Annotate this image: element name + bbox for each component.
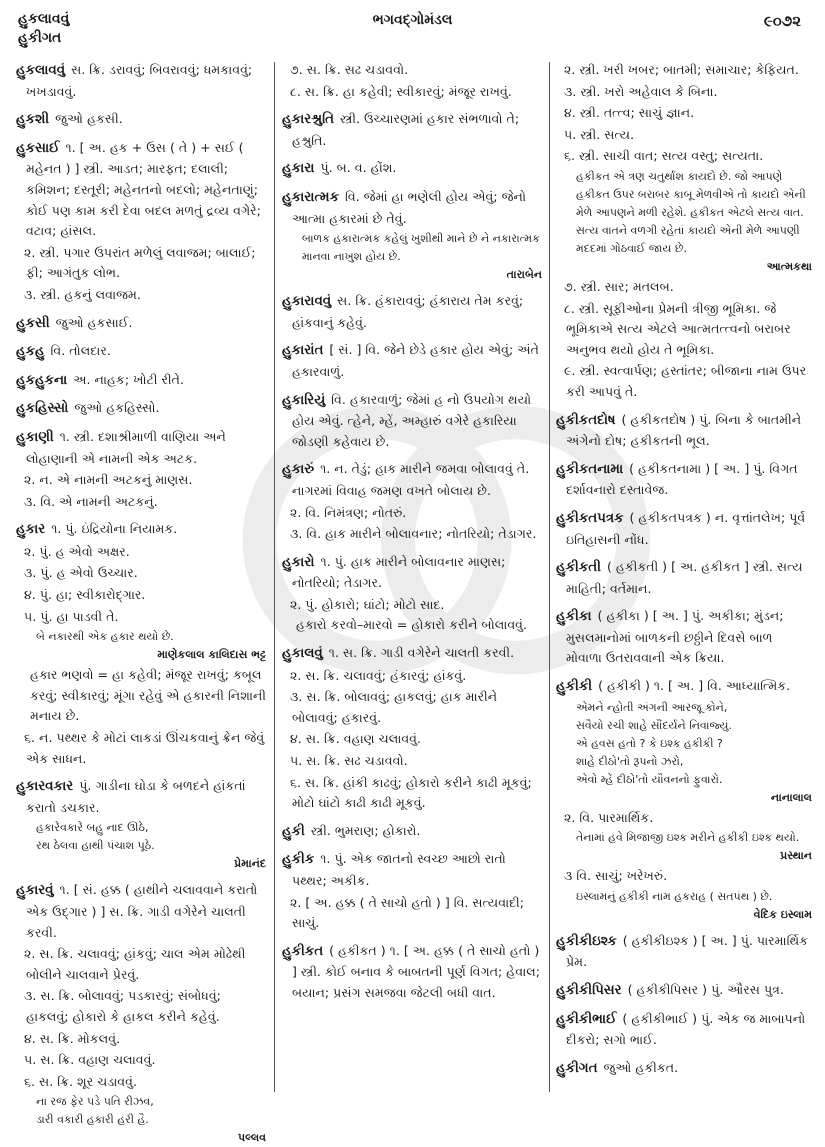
quote-line: ના રજ ફેર પડે પતિ રીઝવ, [36,1095,154,1109]
guide-word-last: હુકીગત [18,30,62,46]
entry-headword: હુકલાવવું [16,63,66,78]
entry-headword: હુકાર [16,522,46,538]
entry-sense: ૨. પું. હોકારો; ઘાંટો; મોટો સાદ. [290,596,445,612]
entry-idiom: હકારો કરવો–મારવો = હોકારો કરીને બોલાવવું. [296,617,528,633]
entry-headword: હુકીગત [556,1060,598,1076]
entry-definition: ૧. પું. એક જાતનો સ્વચ્છ આછો રાતો પથ્થર; અકીક. [292,851,506,888]
citation-quote [282,230,542,284]
entry-sense: ૪. સ. ક્રિ. મોકલવું. [24,1030,121,1046]
dictionary-entry [16,60,266,102]
entry-headword: હુકીકી [556,679,593,695]
dictionary-entry [556,1009,812,1051]
entry-definition: જુઓ હકહિસ્સો. [74,400,160,416]
entry-definition: પું. ગાડીના ઘોડા કે બળદને હાંકતાં કરાતો ડચકાર. [26,778,246,815]
quote-attribution: આત્મકથા [766,259,812,273]
dictionary-entry [556,606,812,669]
entry-headword: હુકાલવું [282,646,323,662]
quote-line: સવૈયો રચી શાહે સૌંદર્યને નિવાજ્યું. [576,718,732,732]
dictionary-entry [16,313,266,335]
column-right [556,60,812,1090]
dictionary-entry [556,508,812,550]
entry-headword: હુકારિયું [282,392,326,408]
entry-headword: હુકીકતનામા [556,461,624,477]
dictionary-entry [556,459,812,501]
entry-definition: સ્ત્રી. ભુમરાણ; હોકારો. [310,822,421,838]
dictionary-entry [556,931,812,973]
entry-definition: પું. બ. વ. હોંશ. [320,160,397,176]
entry-sense: ૬. સ. ક્રિ. શૂર ચડાવવું. [24,1073,138,1089]
dictionary-entry [16,138,266,242]
entry-sense: ૫. પું. હા પાડવી તે. [24,608,119,624]
entry-headword: હુકહિસ્સો [16,401,69,417]
entry-idiom: હકાર ભણવો = હા કહેવી; મંજૂર રાખવું; કબૂલ કરવું; સ્વીકારવું; મૂંગા રહેવું એ હકારની નિશાની મનાય છે. [30,667,266,724]
entry-sense: ૫. સ. ક્રિ. સઢ ચડાવવો. [290,753,408,769]
entry-definition: ( હકીકતદોષ ) પું. બિના કે બાતમીને અંગેનો દોષ; હકીકતની ભૂલ. [566,411,802,449]
quote-attribution: તારાબેન [506,268,542,282]
entry-definition: સ. ક્રિ. હંકારાવવું; હંકારાય તેમ કરવું; હાંકવાનું કહેવું. [292,293,524,330]
quote-attribution: વેદિક ઇસ્લામ [753,907,812,921]
entry-headword: હુકારવું [16,883,54,899]
entry-definition: જુઓ હકસાઈ. [55,314,133,330]
dictionary-entry [16,427,266,469]
entry-headword: હુકહુ [16,344,45,360]
quote-line: શાહે દીઠો'તો રૂપનો ઝરો, [576,754,684,768]
entry-sense: ૭. સ. ક્રિ. સઢ ચડાવવો. [290,62,409,77]
entry-sense: ૬. ન. પથ્થર કે મોટાં લાકડાં ઊંચકવાનું ક્રેન જેવું એક સાધન. [24,730,265,766]
quote-line: તેનામાં હવે મિજાજી ઇશ્ક મરીને હકીકી ઇશ્ક થયો. [576,831,800,845]
dictionary-entry [16,398,266,420]
citation-quote [556,699,812,807]
entry-headword: હુકીકીપિસર [556,983,622,999]
entry-sense: ૩. પું. હ એવો ઉચ્ચાર. [24,565,138,581]
quote-line: એમને ન્હોતી અંગની આરજૂ કોને, [576,700,728,714]
dictionary-entry [282,821,542,843]
entry-sense: ૫. સ. ક્રિ. વહાણ ચલાવવું. [24,1052,156,1068]
dictionary-entry [16,880,266,943]
entry-headword: હુકીક [282,852,315,868]
quote-line: હકારેવકારે બહુ નાદ ઊઠે, [36,821,149,835]
dictionary-entry [16,519,266,541]
entry-definition: ( હકીકી ) ૧. [ અ. ] વિ. આધ્યાત્મિક. [598,678,791,694]
quote-attribution: પ્રેમાનંદ [234,857,266,871]
entry-headword: હુકારાંત [282,343,324,359]
entry-sense: ૩. વિ. હાક મારીને બોલાવનાર; નોતરિયો; તેડાગર. [290,526,537,542]
entry-definition: જુઓ હકસી. [55,111,123,127]
entry-sense: ૩. સ. ક્રિ. બોલાવવું; પડકારવું; સંબોધવું; હાકલવું; હોકારો કે હાકલ કરીને કહેવું. [24,988,221,1024]
dictionary-entry [282,552,542,594]
entry-sense: ૮. સ. ક્રિ. હા કહેવી; સ્વીકારવું; મંજૂર રાખવું. [290,83,512,99]
entry-sense: ૨. સ. ક્રિ. ચલાવવું; હંકારવું; હાંકવું. [290,667,467,683]
column-left [16,60,266,1145]
entry-sense: ૬. સ્ત્રી. સાચી વાત; સત્ય વસ્તુ; સત્યતા. [564,148,764,164]
page-number: ૯૦૭૨ [763,12,801,30]
dictionary-entry [282,459,542,501]
entry-definition: સ્ત્રી. ઉચ્ચારણમાં હકાર સંભળાવો તે; હશ્રુતિ. [292,111,520,148]
entry-sense: ૩ વિ. સાચું; ખરેખરું. [564,868,668,884]
quote-line: હકીકત એ ત્રણ ચતુર્થાંશ કાયદો છે. જો આપણે હકીકત ઉપર બરાબર કાબૂ મેળવીએ તો કાયદો એની મેળે આપણને મળી રહેશે. હકીકત એટલે સત્ય વાત. સત્ય વાતને વળગી રહેતાં કાયદો એની મેળે આપણી મદદમાં ગોઠવાઈ જાય છે. [576,169,806,255]
dictionary-entry [556,557,812,599]
entry-sense: ૬. સ. ક્રિ. હાંકી કાઢવું; હોકારો કરીને કાઢી મૂકવું; મોટો ઘાંટો કાઢી કાઢી મૂકવું. [290,774,532,811]
entry-headword: હુકીકત [282,943,324,959]
quote-line: એ હવસ હતો ? કે ઇશ્ક હકીકી ? [576,736,723,750]
entry-headword: હુકીકતદોષ [556,412,616,428]
entry-headword: હુકીકીઇશ્ક [556,933,617,949]
entry-definition: ૧. [ અ. હક + ઉસ ( તે ) + સઈ ( મહેનત ) ] સ્ત્રી. આડત; મારફત; દલાલી; કમિશન; દસ્તૂરી; મહેનતનો બદલો; મહેનતાણું; કોઈ પણ કામ કરી દેવા બદલ મળતું દ્રવ્ય વગેરે; વટાવ; હાંસલ. [26,139,261,239]
entry-sense: ૪. પું. હા; સ્વીકારોદ્ગાર. [24,587,146,603]
entry-headword: હુકીકા [556,609,592,625]
entry-sense: ૫. સ્ત્રી. સત્ય. [564,126,635,142]
quote-attribution: માણેકલાલ કાલિદાસ ભટ્ટ [157,648,266,662]
entry-definition: ( હકીકીભાઈ ) પું. એક જ માબાપનો દીકરો; સગો ભાઈ. [566,1010,806,1048]
entry-definition: ૧. પું. હાક મારીને બોલાવનાર માણસ; નોતરિયો; તેડાગર. [292,553,506,591]
entry-headword: હુકશી [16,112,50,128]
entry-headword: હુકીકીભાઈ [556,1011,617,1027]
dictionary-entry [16,370,266,392]
entry-headword: હુકીકતપત્રક [556,510,624,526]
entry-definition: ૧. પું. ઇંદ્રિયોના નિયામક. [51,521,178,537]
entry-definition: [ સં. ] વિ. જેને છેડે હકાર હોય એવું; અંતે હકારવાળું. [292,342,539,379]
citation-quote [16,819,266,873]
entry-sense: ૨. પું. હ એવો અક્ષર. [24,543,130,559]
page-title: ભગવદ્ગોમંડલ [372,12,453,28]
citation-quote [16,1093,266,1147]
entry-sense: ૩. સ. ક્રિ. બોલાવવું; હાકલવું; હાક મારીને બોલાવવું; હકારવું. [290,689,498,725]
entry-sense: ૨. સ્ત્રી. પગાર ઉપરાંત મળેલું લવાજમ; બાલાઈ; ફી; આગંતુક લોભ. [24,244,256,281]
entry-sense: ૪. સ્ત્રી. તત્ત્વ; સાચું જ્ઞાન. [564,105,695,121]
entry-definition: ( હકીકા ) [ અ. ] પું. અકીકા; મુંડન; મુસલમાનોમાં બાળકની છઠ્ઠીને દિવસે બાળ મોવાળા ઉતરાવવાની એક ક્રિયા. [566,608,784,666]
entry-definition: ( હકીકીઇશ્ક ) [ અ. ] પું. પારમાર્થિક પ્રેમ. [566,932,809,970]
entry-headword: હુકારાત્મક [282,189,339,205]
entry-headword: હુકારું [282,462,315,478]
entry-definition: ૧. સ. ક્રિ. ગાડી વગેરેને ચાલતી કરવી. [328,645,515,661]
entry-sense: ૨. સ્ત્રી. ખરી ખબર; બાતમી; સમાચાર; કેફિયત. [564,62,799,77]
dictionary-entry [282,390,542,453]
dictionary-entry [16,341,266,363]
entry-headword: હુકાણી [16,429,54,445]
dictionary-entry [556,676,812,698]
entry-definition: ( હકીકતનામા ) [ અ. ] પું. વિગત દર્શાવનારો દસ્તાવેજ. [566,460,798,498]
entry-sense: ૮. સ્ત્રી. સૂફીઓના પ્રેમની ત્રીજી ભૂમિકા. જે ભૂમિકાએ સત્ય એટલે આત્મતત્ત્વનો બરાબર અનુભવ થયો હોય તે ભૂમિકા. [564,300,791,357]
dictionary-entry [16,776,266,818]
entry-definition: ( હકીકત ) ૧. [ અ. હક્ક ( તે સાચો હતો ) ] સ્ત્રી. કોઈ બનાવ કે બાબતની પૂર્ણ વિગત; હેવાલ; બયાન; પ્રસંગ સમજવા જેટલી બધી વાત. [292,942,540,1000]
entry-sense: ૨. વિ. નિમંત્રણ; નોતરું. [290,504,407,520]
dictionary-entry [282,941,542,1004]
citation-quote [556,888,812,924]
entry-headword: હુકહુકના [16,372,68,388]
entry-sense: ૩. વિ. એ નામની અટકનું. [24,493,158,509]
entry-sense: ૭. સ્ત્રી. સાર; મતલબ. [564,278,674,294]
dictionary-entry [282,340,542,382]
dictionary-entry [556,980,812,1002]
dictionary-entry [16,109,266,131]
quote-attribution: પ્રસ્થાન [780,849,812,863]
quote-line: બે નકારથી એક હકાર થયો છે. [36,630,174,644]
dictionary-entry [282,158,542,180]
entry-sense: ૩. સ્ત્રી. ખરો અહેવાલ કે બિના. [564,83,718,99]
entry-definition: ( હકીકતપત્રક ) ન. વૃત્તાંતલેખ; પૂર્વ ઇતિહાસની નોંધ. [566,509,806,547]
entry-headword: હુકીકતી [556,560,601,576]
entry-sense: ૪. સ. ક્રિ. વહાણ ચલાવવું. [290,731,422,747]
entry-sense: ૯. સ્ત્રી. સ્વત્વાર્પણ; હસ્તાંતર; બીજાના નામ ઉપર કરી આપવું તે. [564,363,807,399]
entry-definition: સ. ક્રિ. ડરાવવું; બિવરાવવું; ધમકાવવું; ખખડાવવું. [26,62,253,99]
column-divider [549,62,550,1092]
entry-headword: હુકારશ્રુતિ [282,112,334,128]
dictionary-entry [282,187,542,229]
entry-headword: હુકારા [282,161,315,177]
quote-line: ડારી વકારી હકારી હરી હૈ. [36,1113,149,1127]
entry-definition: જુઓ હકીકત. [603,1059,679,1075]
quote-line: બાળક હકારાત્મક કહેલું ખુશીથી માને છે ને નકારાત્મક માનવા નાખુશ હોય છે. [302,232,540,264]
entry-headword: હુકસાઈ [16,140,60,156]
entry-definition: ૧. [ સં. હક્ક ( હાથીને ચલાવવાને કરાતો એક ઉદ્ગાર ) ] સ. ક્રિ. ગાડી વગેરેને ચાલતી કરવી. [26,882,258,940]
entry-sense: ૨. ન. એ નામની અટકનું માણસ. [24,472,193,488]
entry-definition: વિ. જેમાં હા ભણેલી હોય એવું; જેનો આત્મા હકારમાં છે તેવું. [292,188,527,226]
dictionary-entry [556,1058,812,1080]
entry-sense: ૨. [ અ. હક્ક ( તે સાચો હતો ) ] વિ. સત્યવાદી; સાચું. [290,894,525,931]
entry-definition: વિ. હકારવાળું; જેમાં હ નો ઉપયોગ થયો હોય એવું. ત્હેને, મ્હેં, અમ્હારું વગેરે હકારિયા જોડણી કહેવાય છે. [292,391,532,449]
column-middle [282,60,542,1090]
quote-line: ઇસ્લામનું હકીકી નામ હકરાહ ( સતપંથ ) છે. [576,889,773,903]
entry-headword: હુકસી [16,315,50,331]
citation-quote [16,628,266,664]
entry-definition: ( હકીકતી ) [ અ. હકીકત ] સ્ત્રી. સત્ય માહિતી; વર્તમાન. [566,559,803,596]
entry-headword: હુકી [282,823,305,839]
dictionary-entry [282,291,542,333]
entry-sense: ૨. વિ. પારમાર્થિક. [564,809,654,825]
citation-quote [556,168,812,276]
entry-definition: ૧. ન. તેડું; હાક મારીને જમવા બોલાવવું તે. નાગરમાં વિવાહ જમણ વખતે બોલાય છે. [292,461,530,498]
dictionary-entry [282,849,542,891]
entry-sense: ૨. સ. ક્રિ. ચલાવવું; હાંકવું; ચાલ એમ મોઢેથી બોલીને ચાલવાને પ્રેરવું. [24,946,246,982]
dictionary-entry [556,410,812,452]
entry-headword: હુકારાવવું [282,294,332,310]
dictionary-entry [282,109,542,151]
quote-attribution: પલ્લવ [237,1131,266,1145]
quote-line: એવો મ્હેં દીઠો'તો યૌવનનો ફુવારો. [576,772,723,786]
entry-definition: વિ. તોલદાર. [50,343,111,359]
dictionary-entry [282,643,542,665]
entry-definition: ૧. સ્ત્રી. દશાશ્રીમાળી વાણિયા અને લોહાણાની એ નામની એક અટક. [26,428,226,466]
column-divider [274,62,275,1092]
entry-headword: હુકારવકાર [16,779,74,795]
entry-headword: હુકારો [282,554,315,570]
citation-quote [556,829,812,865]
entry-definition: ( હકીકીપિસર ) પું. ઔરસ પુત્ર. [627,982,784,998]
entry-sense: ૩. સ્ત્રી. હકનું લવાજમ. [24,286,141,302]
quote-attribution: નાનાલાલ [770,790,812,804]
entry-definition: અ. નાહક; ખોટી રીતે. [73,371,184,387]
guide-word-first: હુકલાવવું [18,11,70,27]
quote-line: રથ ઠેલવા હાથી પંચાશ પૂઠે. [36,839,155,853]
